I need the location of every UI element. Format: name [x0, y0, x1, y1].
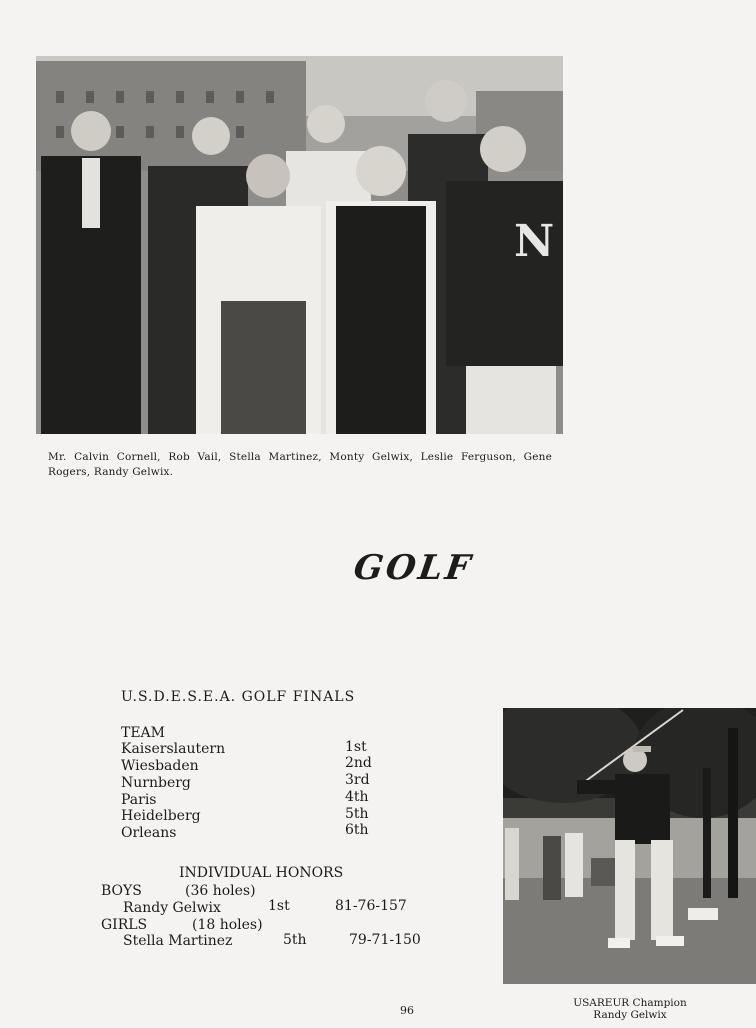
team-name: Kaiserslautern [121, 741, 226, 757]
team-place: 3rd [345, 772, 370, 788]
boys-place: 1st [268, 898, 290, 914]
boys-score: 81-76-157 [335, 898, 407, 914]
team-name: Paris [121, 792, 157, 808]
golfer-photo-illustration [503, 708, 756, 984]
team-name: Orleans [121, 825, 177, 841]
team-photo-illustration [36, 56, 563, 434]
girls-player: Stella Martinez [123, 933, 233, 949]
team-place: 2nd [345, 755, 372, 771]
team-photo [36, 56, 563, 434]
girls-score: 79-71-150 [349, 932, 421, 948]
team-name: Wiesbaden [121, 758, 199, 774]
golfer-photo-caption [560, 997, 700, 1021]
girls-label: GIRLS [101, 917, 148, 933]
team-place: 4th [345, 789, 369, 805]
girls-place: 5th [283, 932, 307, 948]
team-name: Heidelberg [121, 808, 201, 824]
page-number: 96 [400, 1004, 414, 1017]
section-title: GOLF [351, 548, 476, 588]
team-place: 6th [345, 822, 369, 838]
golfer-caption-line2: Randy Gelwix [593, 1009, 667, 1021]
team-name: Nurnberg [121, 775, 191, 791]
svg-text:N: N [514, 216, 555, 267]
golfer-caption-line1: USAREUR Champion [573, 997, 687, 1009]
boys-holes: (36 holes) [185, 883, 256, 899]
boys-player: Randy Gelwix [123, 900, 221, 916]
girls-holes: (18 holes) [192, 917, 263, 933]
team-photo-caption: Mr. Calvin Cornell, Rob Vail, Stella Martinez, Monty Gelwix, Leslie Ferguson, Gene Rogers, Randy Gelwix. [48, 451, 552, 478]
finals-title: U.S.D.E.S.E.A. GOLF FINALS [121, 689, 356, 705]
team-place: 1st [345, 739, 367, 755]
boys-label: BOYS [101, 883, 142, 899]
team-place: 5th [345, 806, 369, 822]
team-header: TEAM [121, 725, 166, 741]
individual-honors-header: INDIVIDUAL HONORS [179, 865, 344, 881]
golfer-photo [503, 708, 756, 984]
